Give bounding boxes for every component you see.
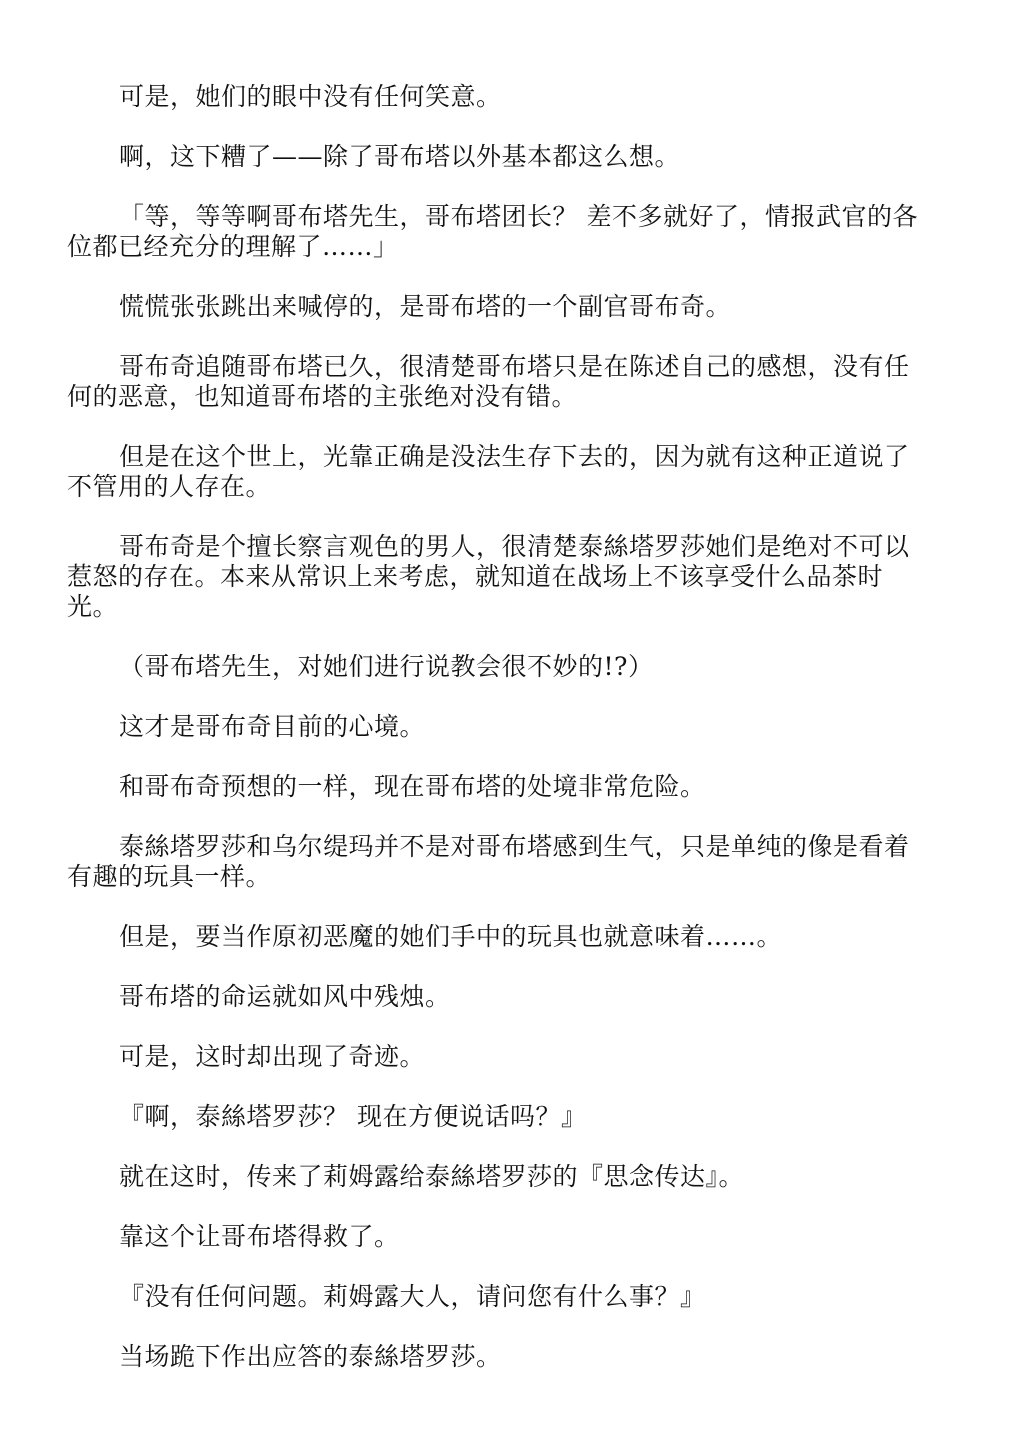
paragraph	[67, 82, 947, 112]
paragraph	[67, 922, 947, 952]
text-line: 哥布奇追随哥布塔已久，很清楚哥布塔只是在陈述自己的感想，没有任	[119, 352, 910, 381]
text-line: 这才是哥布奇目前的心境。	[119, 712, 426, 741]
paragraph	[67, 1342, 947, 1372]
paragraph	[67, 142, 947, 172]
paragraph	[67, 1162, 947, 1192]
text-line: 当场跪下作出应答的泰絲塔罗莎。	[119, 1342, 502, 1371]
text-line: 「等，等等啊哥布塔先生，哥布塔团长？ 差不多就好了，情报武官的各	[119, 202, 918, 231]
text-line: 泰絲塔罗莎和乌尔缇玛并不是对哥布塔感到生气，只是单纯的像是看着	[119, 832, 910, 861]
text-line: 光。	[67, 592, 119, 621]
paragraph	[67, 1102, 947, 1132]
document-page	[67, 82, 947, 1402]
paragraph	[67, 652, 947, 682]
paragraph	[67, 982, 947, 1012]
paragraph	[67, 1222, 947, 1252]
text-line: 惹怒的存在。本来从常识上来考虑，就知道在战场上不该享受什么品茶时	[67, 562, 884, 591]
text-line: 不管用的人存在。	[67, 472, 272, 501]
paragraph	[67, 712, 947, 742]
paragraph	[67, 292, 947, 322]
text-line: 慌慌张张跳出来喊停的，是哥布塔的一个副官哥布奇。	[119, 292, 732, 321]
paragraph	[67, 1042, 947, 1072]
text-line: 可是，这时却出现了奇迹。	[119, 1042, 426, 1071]
text-line: 可是，她们的眼中没有任何笑意。	[119, 82, 502, 111]
paragraph	[67, 202, 947, 262]
text-line: 啊，这下糟了——除了哥布塔以外基本都这么想。	[119, 142, 681, 171]
paragraph	[67, 832, 947, 892]
text-line: 『啊，泰絲塔罗莎？ 现在方便说话吗？』	[119, 1102, 587, 1131]
text-line: 就在这时，传来了莉姆露给泰絲塔罗莎的『思念传达』。	[119, 1162, 745, 1191]
text-line: 哥布奇是个擅长察言观色的男人，很清楚泰絲塔罗莎她们是绝对不可以	[119, 532, 910, 561]
text-line: 但是在这个世上，光靠正确是没法生存下去的，因为就有这种正道说了	[119, 442, 910, 471]
paragraph	[67, 352, 947, 412]
text-line: 位都已经充分的理解了……」	[67, 232, 399, 261]
paragraph	[67, 532, 947, 622]
paragraph	[67, 442, 947, 502]
text-line: 但是，要当作原初恶魔的她们手中的玩具也就意味着……。	[119, 922, 783, 951]
text-line: 哥布塔的命运就如风中残烛。	[119, 982, 451, 1011]
text-line: 何的恶意，也知道哥布塔的主张绝对没有错。	[67, 382, 578, 411]
text-line: （哥布塔先生，对她们进行说教会很不妙的!?）	[119, 652, 654, 681]
text-line: 有趣的玩具一样。	[67, 862, 272, 891]
text-line: 『没有任何问题。莉姆露大人，请问您有什么事？』	[119, 1282, 706, 1311]
text-line: 靠这个让哥布塔得救了。	[119, 1222, 400, 1251]
paragraph	[67, 772, 947, 802]
text-line: 和哥布奇预想的一样，现在哥布塔的处境非常危险。	[119, 772, 706, 801]
paragraph	[67, 1282, 947, 1312]
